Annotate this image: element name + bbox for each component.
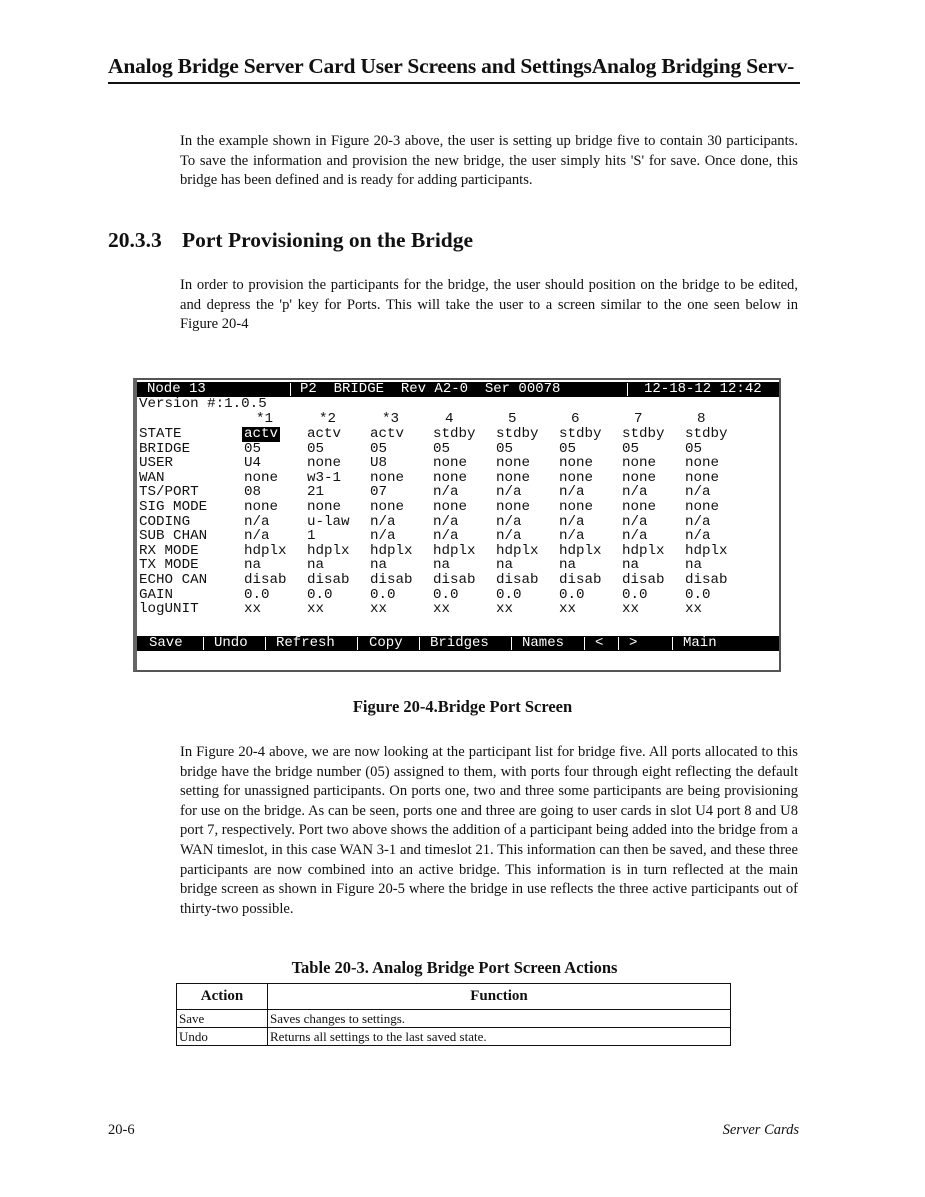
menu-names-button[interactable]: Names bbox=[522, 635, 565, 651]
port-field-value[interactable]: stdby bbox=[685, 426, 728, 442]
menu-prev-button[interactable]: < bbox=[595, 635, 604, 651]
port-field-value[interactable]: n/a bbox=[685, 484, 711, 501]
section-heading bbox=[108, 228, 473, 253]
menu-separator bbox=[584, 637, 585, 650]
port-field-value[interactable]: 0.0 bbox=[496, 586, 522, 603]
row-label: CODING bbox=[139, 513, 191, 530]
port-column-header: *1 bbox=[256, 411, 274, 427]
port-field-value[interactable]: 0.0 bbox=[622, 586, 648, 603]
port-field-value[interactable]: n/a bbox=[244, 513, 270, 530]
menu-bridges-button[interactable]: Bridges bbox=[430, 635, 489, 651]
port-field-value[interactable]: na bbox=[559, 557, 577, 574]
port-column-header: *3 bbox=[382, 411, 400, 427]
port-field-value[interactable]: n/a bbox=[622, 528, 648, 545]
row-label: RX MODE bbox=[139, 542, 199, 559]
port-field-value[interactable]: 0.0 bbox=[370, 586, 396, 603]
row-label: logUNIT bbox=[139, 601, 199, 618]
header-action: Action bbox=[177, 984, 268, 1010]
port-field-value[interactable]: 05 bbox=[685, 440, 703, 457]
port-field-value[interactable]: disab bbox=[433, 572, 476, 588]
port-field-value[interactable]: none bbox=[559, 469, 594, 486]
port-field-value[interactable]: 05 bbox=[433, 440, 451, 457]
port-field-value[interactable]: none bbox=[685, 455, 720, 472]
port-field-value[interactable]: 0.0 bbox=[685, 586, 711, 603]
bridge-port-terminal-screen bbox=[133, 378, 781, 672]
port-field-value[interactable]: 1 bbox=[307, 528, 316, 545]
port-field-value[interactable]: none bbox=[622, 455, 657, 472]
port-field-value[interactable]: hdplx bbox=[496, 542, 539, 559]
page-number: 20-6 bbox=[108, 1122, 135, 1138]
port-field-value[interactable]: u-law bbox=[307, 513, 350, 530]
port-field-value[interactable]: none bbox=[307, 455, 342, 472]
port-field-value[interactable]: none bbox=[433, 499, 468, 515]
port-field-value[interactable]: 05 bbox=[622, 440, 640, 457]
titlebar-separator bbox=[290, 383, 291, 396]
port-field-value[interactable]: actv bbox=[307, 426, 342, 442]
port-field-value[interactable]: na bbox=[433, 557, 451, 574]
port-field-value[interactable]: hdplx bbox=[307, 542, 350, 559]
row-label: STATE bbox=[139, 426, 182, 442]
actions-table bbox=[176, 983, 731, 1046]
port-field-value[interactable]: xx bbox=[370, 601, 388, 618]
port-field-value[interactable]: n/a bbox=[370, 513, 396, 530]
function-cell: Returns all settings to the last saved state. bbox=[268, 1028, 731, 1046]
port-field-value[interactable]: none bbox=[622, 499, 657, 515]
port-field-value[interactable]: n/a bbox=[559, 513, 585, 530]
table-header-row bbox=[177, 984, 731, 1010]
port-field-value[interactable]: 0.0 bbox=[307, 586, 333, 603]
footer-section-name: Server Cards bbox=[722, 1122, 799, 1138]
port-field-value[interactable]: xx bbox=[244, 601, 262, 618]
port-field-value[interactable]: 07 bbox=[370, 484, 388, 501]
port-column-header: 8 bbox=[697, 411, 706, 427]
port-field-value[interactable]: actv bbox=[370, 426, 405, 442]
port-field-value[interactable]: stdby bbox=[496, 426, 539, 442]
version-label: Version #:1.0.5 bbox=[139, 396, 267, 412]
port-field-value[interactable]: xx bbox=[307, 601, 325, 618]
port-field-value[interactable]: stdby bbox=[433, 426, 476, 442]
port-field-value[interactable]: 08 bbox=[244, 484, 262, 501]
port-column-header: 6 bbox=[571, 411, 580, 427]
menu-separator bbox=[618, 637, 619, 650]
section-title: Port Provisioning on the Bridge bbox=[182, 228, 474, 252]
row-label: BRIDGE bbox=[139, 440, 191, 457]
row-label: ECHO CAN bbox=[139, 572, 208, 588]
datetime: 12-18-12 12:42 bbox=[644, 381, 762, 397]
port-field-value[interactable]: disab bbox=[685, 572, 728, 588]
explanation-paragraph: In Figure 20-4 above, we are now looking at the participant list for bridge five. All ports allocated to this bridge have the bridge number (05) assigned to them, with ports four through eight reflecting the default setting for unassigned participants. On ports one, two and three some participants are being provisioning for use on the bridge. As can be seen, ports one and three are going to user cards in slot U4 port 8 and U8 port 7, respectively. Port two above shows the addition of a participant being added into the bridge from a WAN timeslot, in this case WAN 3-1 and timeslot 21. This information can then be saved, and these three participants are now combined into an active bridge. This information is in turn reflected at the main bridge screen as shown in Figure 20-5 where the bridge in use reflects the three active participants out of thirty-two possible. bbox=[180, 744, 798, 917]
port-field-value[interactable]: n/a bbox=[559, 484, 585, 501]
port-field-value[interactable]: n/a bbox=[370, 528, 396, 545]
port-field-value[interactable]: xx bbox=[622, 601, 640, 618]
port-field-value[interactable]: n/a bbox=[622, 513, 648, 530]
port-field-value[interactable]: none bbox=[307, 499, 342, 515]
menu-separator bbox=[265, 637, 266, 650]
port-field-value[interactable]: n/a bbox=[622, 484, 648, 501]
menu-main-button[interactable]: Main bbox=[683, 635, 717, 651]
row-label: SIG MODE bbox=[139, 499, 208, 515]
port-field-value[interactable]: none bbox=[559, 499, 594, 515]
port-field-value[interactable]: none bbox=[496, 469, 531, 486]
port-field-value[interactable]: actv bbox=[244, 426, 279, 442]
section-intro-paragraph: In order to provision the participants for the bridge, the user should position on the bridge to be edited, and depress the 'p' key for Ports. This will take the user to a screen similar to the one seen below in Figure 20-4 bbox=[180, 277, 798, 333]
port-field-value[interactable]: hdplx bbox=[685, 542, 728, 559]
port-field-value[interactable]: disab bbox=[622, 572, 665, 588]
port-field-value[interactable]: 21 bbox=[307, 484, 325, 501]
port-column-header: 4 bbox=[445, 411, 454, 427]
port-field-value[interactable]: 05 bbox=[370, 440, 388, 457]
port-field-value[interactable]: none bbox=[244, 499, 279, 515]
row-label: USER bbox=[139, 455, 174, 472]
port-field-value[interactable]: n/a bbox=[433, 484, 459, 501]
port-field-value[interactable]: na bbox=[622, 557, 640, 574]
row-label: GAIN bbox=[139, 586, 174, 603]
port-field-value[interactable]: n/a bbox=[559, 528, 585, 545]
port-field-value[interactable]: stdby bbox=[622, 426, 665, 442]
titlebar-separator bbox=[627, 383, 628, 396]
row-label: TX MODE bbox=[139, 557, 199, 574]
port-field-value[interactable]: na bbox=[685, 557, 703, 574]
port-column-header: 5 bbox=[508, 411, 517, 427]
port-field-value[interactable]: 05 bbox=[496, 440, 514, 457]
port-field-value[interactable]: 0.0 bbox=[244, 586, 270, 603]
port-field-value[interactable]: disab bbox=[559, 572, 602, 588]
port-field-value[interactable]: none bbox=[496, 455, 531, 472]
port-field-value[interactable]: disab bbox=[496, 572, 539, 588]
port-field-value[interactable]: na bbox=[307, 557, 325, 574]
header-function: Function bbox=[268, 984, 731, 1010]
action-cell: Undo bbox=[177, 1028, 268, 1046]
row-label: WAN bbox=[139, 469, 165, 486]
port-field-value[interactable]: w3-1 bbox=[307, 469, 342, 486]
menu-separator bbox=[357, 637, 358, 650]
port-field-value[interactable]: 05 bbox=[559, 440, 577, 457]
port-field-value[interactable]: n/a bbox=[496, 513, 522, 530]
port-field-value[interactable]: xx bbox=[433, 601, 451, 618]
port-field-value[interactable]: hdplx bbox=[370, 542, 413, 559]
node-label: Node 13 bbox=[147, 381, 206, 397]
port-column-header: 7 bbox=[634, 411, 643, 427]
port-field-value[interactable]: n/a bbox=[433, 528, 459, 545]
port-field-value[interactable]: stdby bbox=[559, 426, 602, 442]
intro-paragraph: In the example shown in Figure 20-3 above, the user is setting up bridge five to contain 30 participants. To save the information and provision the new bridge, the user simply hits 'S' for save. Once done, this bridge has been defined and is ready for adding participants. bbox=[180, 133, 798, 189]
menu-save-button[interactable]: Save bbox=[149, 635, 183, 651]
row-label: TS/PORT bbox=[139, 484, 199, 501]
port-field-value[interactable]: n/a bbox=[685, 528, 711, 545]
menu-copy-button[interactable]: Copy bbox=[369, 635, 403, 651]
port-field-value[interactable]: xx bbox=[559, 601, 577, 618]
port-field-value[interactable]: disab bbox=[370, 572, 413, 588]
port-field-value[interactable]: none bbox=[496, 499, 531, 515]
port-field-value[interactable]: none bbox=[244, 469, 279, 486]
port-field-value[interactable]: none bbox=[370, 469, 405, 486]
menu-next-button[interactable]: > bbox=[629, 635, 638, 651]
header-rule bbox=[108, 82, 800, 84]
port-field-value[interactable]: 05 bbox=[307, 440, 325, 457]
port-field-value[interactable]: hdplx bbox=[559, 542, 602, 559]
port-field-value[interactable]: n/a bbox=[244, 528, 270, 545]
terminal-menubar bbox=[137, 636, 779, 651]
port-field-value[interactable]: none bbox=[370, 499, 405, 515]
port-field-value[interactable]: disab bbox=[244, 572, 287, 588]
port-field-value[interactable]: none bbox=[433, 455, 468, 472]
port-field-value[interactable]: none bbox=[685, 469, 720, 486]
figure-caption: Figure 20-4.Bridge Port Screen bbox=[352, 697, 573, 716]
row-label: SUB CHAN bbox=[139, 528, 208, 545]
menu-refresh-button[interactable]: Refresh bbox=[276, 635, 335, 651]
table-row bbox=[177, 1010, 731, 1028]
port-field-value[interactable]: U8 bbox=[370, 455, 388, 472]
port-field-value[interactable]: none bbox=[685, 499, 720, 515]
terminal-titlebar bbox=[137, 382, 779, 397]
port-field-value[interactable]: na bbox=[496, 557, 514, 574]
port-field-value[interactable]: n/a bbox=[496, 484, 522, 501]
port-field-value[interactable]: none bbox=[622, 469, 657, 486]
port-field-value[interactable]: xx bbox=[496, 601, 514, 618]
menu-separator bbox=[419, 637, 420, 650]
port-field-value[interactable]: xx bbox=[685, 601, 703, 618]
section-number: 20.3.3 bbox=[108, 228, 162, 252]
port-field-value[interactable]: 0.0 bbox=[433, 586, 459, 603]
port-field-value[interactable]: n/a bbox=[496, 528, 522, 545]
port-field-value[interactable]: hdplx bbox=[433, 542, 476, 559]
table-row bbox=[177, 1028, 731, 1046]
menu-separator bbox=[672, 637, 673, 650]
menu-undo-button[interactable]: Undo bbox=[214, 635, 248, 651]
action-cell: Save bbox=[177, 1010, 268, 1028]
function-cell: Saves changes to settings. bbox=[268, 1010, 731, 1028]
menu-separator bbox=[511, 637, 512, 650]
port-field-value[interactable]: n/a bbox=[433, 513, 459, 530]
port-field-value[interactable]: none bbox=[559, 455, 594, 472]
port-column-header: *2 bbox=[319, 411, 337, 427]
port-field-value[interactable]: 0.0 bbox=[559, 586, 585, 603]
page-header-title: Analog Bridge Server Card User Screens and SettingsAnalog Bridging Serv- bbox=[108, 54, 795, 78]
card-info: P2 BRIDGE Rev A2-0 Ser 00078 bbox=[300, 381, 561, 397]
port-field-value[interactable]: hdplx bbox=[622, 542, 665, 559]
port-field-value[interactable]: n/a bbox=[685, 513, 711, 530]
port-field-value[interactable]: hdplx bbox=[244, 542, 287, 559]
port-field-value[interactable]: none bbox=[433, 469, 468, 486]
port-field-value[interactable]: 05 bbox=[244, 440, 262, 457]
port-field-value[interactable]: disab bbox=[307, 572, 350, 588]
port-field-value[interactable]: na bbox=[244, 557, 262, 574]
table-caption: Table 20-3. Analog Bridge Port Screen Actions bbox=[291, 958, 618, 977]
menu-separator bbox=[203, 637, 204, 650]
port-field-value[interactable]: U4 bbox=[244, 455, 262, 472]
port-field-value[interactable]: na bbox=[370, 557, 388, 574]
